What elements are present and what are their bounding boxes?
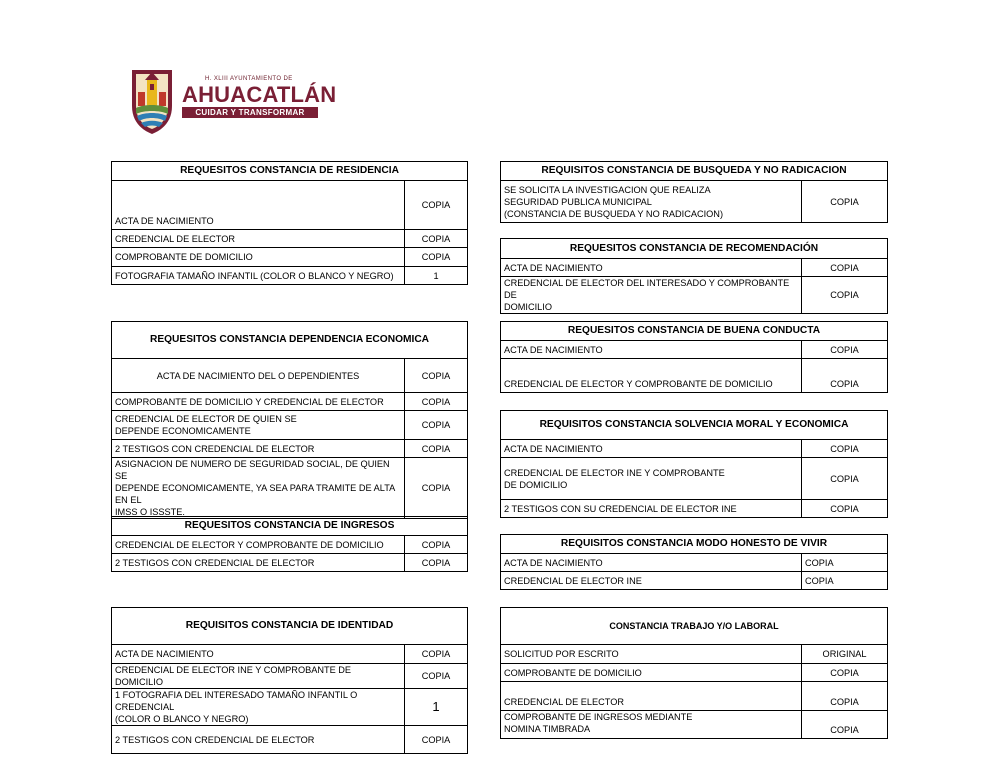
table-row <box>501 645 888 664</box>
value-cell: COPIA <box>802 458 888 500</box>
logo-tagline: CUIDAR Y TRANSFORMAR <box>195 108 305 117</box>
value-cell: COPIA <box>802 359 888 393</box>
value-cell: 1 <box>405 689 468 726</box>
requirement-cell: ACTA DE NACIMIENTO <box>501 341 802 359</box>
value-cell: COPIA <box>405 458 468 519</box>
requirement-cell: 1 FOTOGRAFIA DEL INTERESADO TAMAÑO INFANTIL O CREDENCIAL (COLOR O BLANCO Y NEGRO) <box>112 689 405 726</box>
requirement-cell: COMPROBANTE DE INGRESOS MEDIANTE NOMINA TIMBRADA <box>501 711 802 739</box>
value-cell: COPIA <box>802 440 888 458</box>
requirement-cell: FOTOGRAFIA TAMAÑO INFANTIL (COLOR O BLANCO Y NEGRO) <box>112 267 405 285</box>
value-cell: COPIA <box>802 711 888 739</box>
requirement-cell: CREDENCIAL DE ELECTOR <box>501 682 802 711</box>
requirement-cell: 2 TESTIGOS CON CREDENCIAL DE ELECTOR <box>112 554 405 572</box>
table-row <box>112 393 468 411</box>
requirement-cell: ACTA DE NACIMIENTO <box>501 440 802 458</box>
requirement-cell: 2 TESTIGOS CON CREDENCIAL DE ELECTOR <box>112 440 405 458</box>
value-cell: 1 <box>405 267 468 285</box>
value-cell: ORIGINAL <box>802 645 888 664</box>
table-title: REQUESITOS CONSTANCIA DE BUENA CONDUCTA <box>501 322 888 341</box>
table-row <box>501 181 888 223</box>
table-row <box>501 711 888 739</box>
value-cell: COPIA <box>802 554 888 572</box>
table-ingresos <box>111 516 468 572</box>
requirement-cell: CREDENCIAL DE ELECTOR INE Y COMPROBANTE DE DOMICILIO <box>501 458 802 500</box>
table-row <box>501 458 888 500</box>
table-solvencia <box>500 410 888 518</box>
value-cell: COPIA <box>405 248 468 267</box>
value-cell: COPIA <box>802 572 888 590</box>
table-identidad <box>111 607 468 754</box>
value-cell: COPIA <box>802 500 888 518</box>
requirement-cell: COMPROBANTE DE DOMICILIO Y CREDENCIAL DE ELECTOR <box>112 393 405 411</box>
table-row <box>112 458 468 519</box>
table-row <box>112 689 468 726</box>
table-row <box>112 645 468 664</box>
requirement-cell: CREDENCIAL DE ELECTOR Y COMPROBANTE DE DOMICILIO <box>112 536 405 554</box>
value-cell: COPIA <box>405 726 468 754</box>
table-row <box>501 682 888 711</box>
table-row <box>112 536 468 554</box>
table-row <box>112 230 468 248</box>
table-row <box>112 248 468 267</box>
table-row <box>112 181 468 230</box>
requirement-cell: CREDENCIAL DE ELECTOR INE Y COMPROBANTE DE DOMICILIO <box>112 664 405 689</box>
value-cell: COPIA <box>405 393 468 411</box>
table-modo-honesto <box>500 534 888 590</box>
table-row <box>112 359 468 393</box>
table-busqueda <box>500 161 888 223</box>
table-row <box>112 726 468 754</box>
logo-top-line: H. XLIII AYUNTAMIENTO DE <box>205 76 293 82</box>
table-row <box>112 411 468 440</box>
value-cell: COPIA <box>405 554 468 572</box>
table-title: REQUISITOS CONSTANCIA DE IDENTIDAD <box>112 608 468 645</box>
table-title: REQUESITOS CONSTANCIA DEPENDENCIA ECONOMICA <box>112 322 468 359</box>
value-cell: COPIA <box>405 411 468 440</box>
requirement-cell: SE SOLICITA LA INVESTIGACION QUE REALIZA SEGURIDAD PUBLICA MUNICIPAL (CONSTANCIA DE BUSQUEDA Y NO RADICACION) <box>501 181 802 223</box>
table-laboral <box>500 607 888 739</box>
requirement-cell: 2 TESTIGOS CON CREDENCIAL DE ELECTOR <box>112 726 405 754</box>
value-cell: COPIA <box>802 341 888 359</box>
value-cell: COPIA <box>802 181 888 223</box>
requirement-cell: ASIGNACION DE NUMERO DE SEGURIDAD SOCIAL, DE QUIEN SE DEPENDE ECONOMICAMENTE, YA SEA PARA TRAMITE DE ALTA EN EL IMSS O ISSSTE. <box>112 458 405 519</box>
value-cell: COPIA <box>802 277 888 314</box>
table-row <box>501 440 888 458</box>
requirement-cell: ACTA DE NACIMIENTO <box>501 554 802 572</box>
table-residencia <box>111 161 468 285</box>
value-cell: COPIA <box>405 230 468 248</box>
requirement-cell: CREDENCIAL DE ELECTOR INE <box>501 572 802 590</box>
requirement-cell: ACTA DE NACIMIENTO DEL O DEPENDIENTES <box>112 359 405 393</box>
requirement-cell: COMPROBANTE DE DOMICILIO <box>501 664 802 682</box>
municipal-emblem-icon <box>128 66 176 136</box>
value-cell: COPIA <box>405 359 468 393</box>
requirement-cell: CREDENCIAL DE ELECTOR DE QUIEN SE DEPENDE ECONOMICAMENTE <box>112 411 405 440</box>
table-row <box>501 259 888 277</box>
value-cell: COPIA <box>802 682 888 711</box>
table-title: REQUESITOS CONSTANCIA DE RESIDENCIA <box>112 162 468 181</box>
table-recomendacion <box>500 238 888 314</box>
requirement-cell: CREDENCIAL DE ELECTOR <box>112 230 405 248</box>
logo-name: AHUACATLÁN <box>182 82 337 107</box>
table-row <box>501 554 888 572</box>
value-cell: COPIA <box>405 536 468 554</box>
requirement-cell: ACTA DE NACIMIENTO <box>501 259 802 277</box>
table-title: CONSTANCIA TRABAJO Y/O LABORAL <box>501 608 888 645</box>
table-title: REQUESITOS CONSTANCIA DE INGRESOS <box>112 517 468 536</box>
table-row <box>501 572 888 590</box>
table-row <box>112 440 468 458</box>
requirement-cell: CREDENCIAL DE ELECTOR DEL INTERESADO Y COMPROBANTE DE DOMICILIO <box>501 277 802 314</box>
table-row <box>501 500 888 518</box>
table-row <box>501 277 888 314</box>
value-cell: COPIA <box>405 440 468 458</box>
requirement-cell: ACTA DE NACIMIENTO <box>112 645 405 664</box>
table-title: REQUISITOS CONSTANCIA SOLVENCIA MORAL Y ECONOMICA <box>501 411 888 440</box>
table-row <box>112 554 468 572</box>
requirement-cell: SOLICITUD POR ESCRITO <box>501 645 802 664</box>
table-title: REQUISITOS CONSTANCIA MODO HONESTO DE VIVIR <box>501 535 888 554</box>
table-buena-conducta <box>500 321 888 393</box>
value-cell: COPIA <box>802 664 888 682</box>
requirement-cell: 2 TESTIGOS CON SU CREDENCIAL DE ELECTOR INE <box>501 500 802 518</box>
value-cell: COPIA <box>405 181 468 230</box>
table-title: REQUISITOS CONSTANCIA DE BUSQUEDA Y NO RADICACION <box>501 162 888 181</box>
table-row <box>112 267 468 285</box>
table-title: REQUESITOS CONSTANCIA DE RECOMENDACIÓN <box>501 239 888 259</box>
table-row <box>501 341 888 359</box>
requirement-cell: CREDENCIAL DE ELECTOR Y COMPROBANTE DE DOMICILIO <box>501 359 802 393</box>
logo-tagline-bar <box>182 107 318 118</box>
requirement-cell: ACTA DE NACIMIENTO <box>112 181 405 230</box>
table-row <box>501 359 888 393</box>
table-row <box>112 664 468 689</box>
value-cell: COPIA <box>405 664 468 689</box>
table-dependencia-economica <box>111 321 468 519</box>
table-row <box>501 664 888 682</box>
requirement-cell: COMPROBANTE DE DOMICILIO <box>112 248 405 267</box>
value-cell: COPIA <box>802 259 888 277</box>
value-cell: COPIA <box>405 645 468 664</box>
